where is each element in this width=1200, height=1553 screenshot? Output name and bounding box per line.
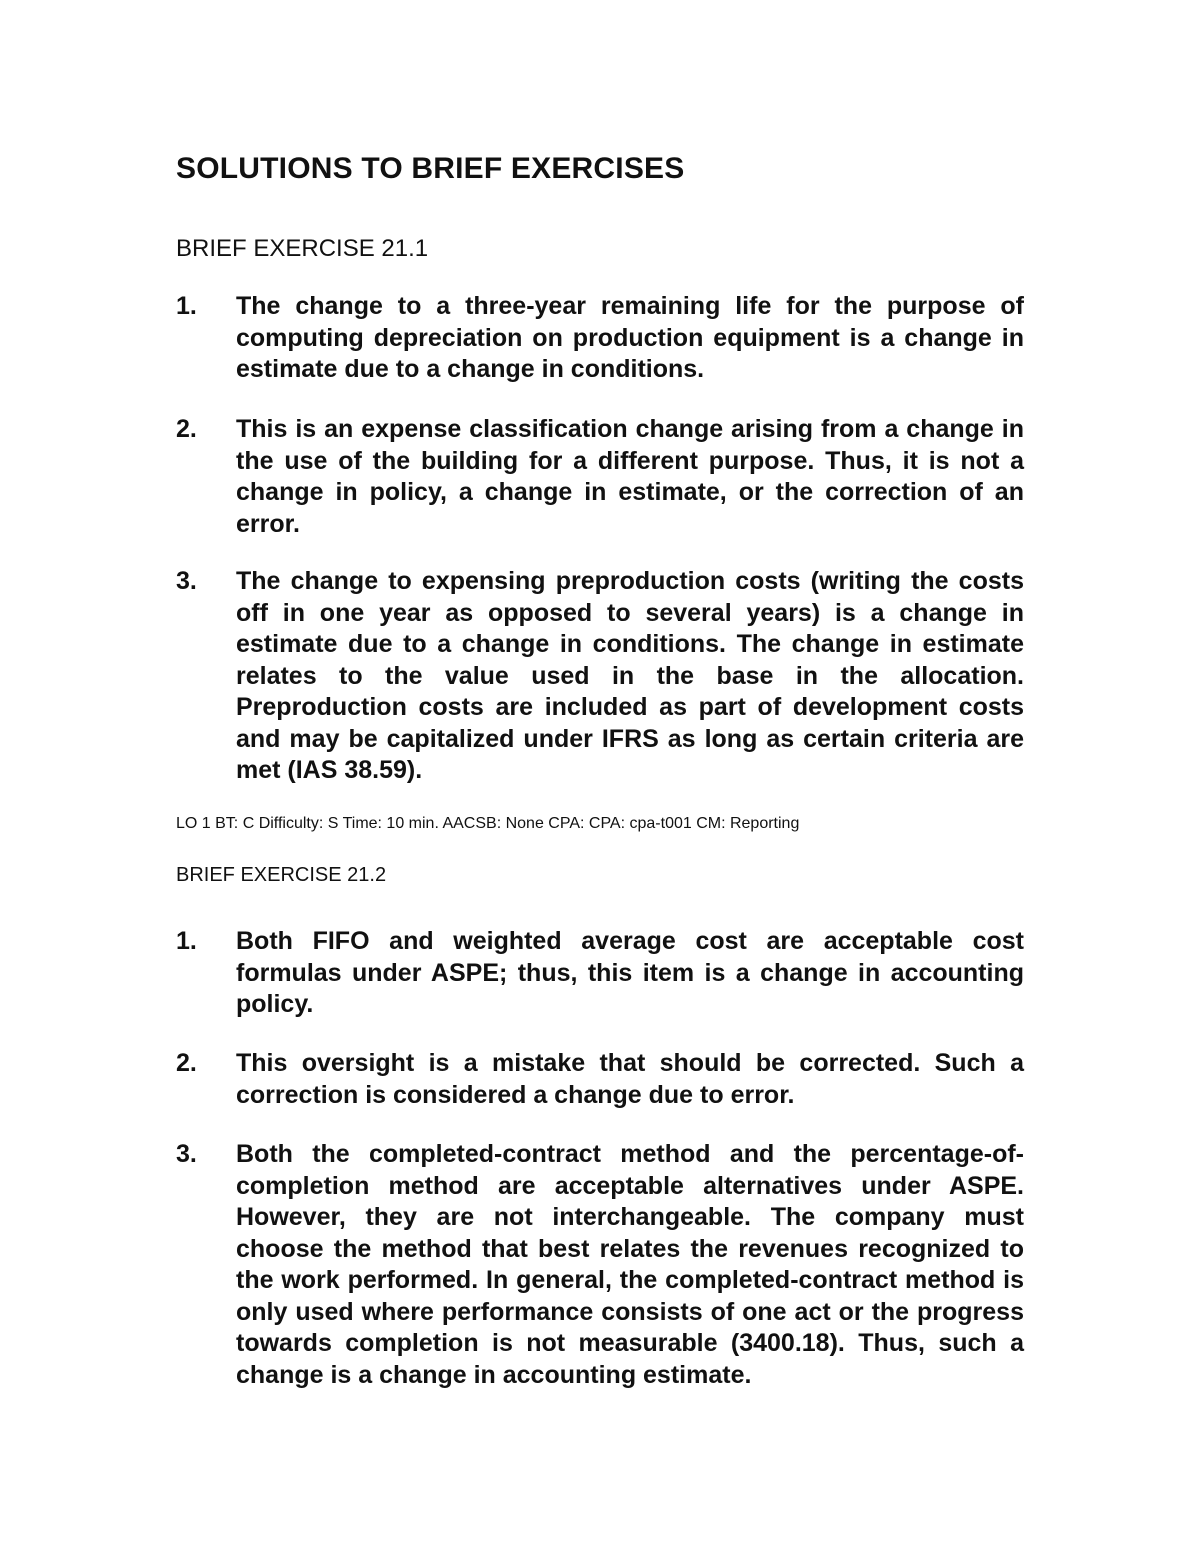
exercise-21-1-heading: BRIEF EXERCISE 21.1 (176, 235, 429, 262)
item-text: The change to expensing preproduction costs (writing the costs off in one year as opposed to several years) is a change in estimate due to a change in conditions. The change in estimate relates to the value used in the base in the allocation. Preproduction costs are included as part of development costs and may be capitalized under IFRS as long as certain criteria are met (IAS 38.59). (236, 567, 1024, 784)
item-number: 1. (176, 927, 197, 955)
item-number: 1. (176, 292, 197, 320)
exercise-21-1-item-1 (176, 291, 1024, 386)
item-number: 3. (176, 567, 197, 595)
item-number: 2. (176, 1049, 197, 1077)
item-text: This is an expense classification change arising from a change in the use of the building for a different purpose. Thus, it is not a change in policy, a change in estimate, or the correction of an error. (236, 415, 1024, 538)
item-text: The change to a three-year remaining life for the purpose of computing depreciation on production equipment is a change in estimate due to a change in conditions. (236, 292, 1024, 383)
exercise-21-2-heading: BRIEF EXERCISE 21.2 (176, 864, 387, 886)
exercise-21-2-item-2 (176, 1048, 1024, 1111)
item-text: This oversight is a mistake that should be corrected. Such a correction is considered a change due to error. (236, 1049, 1024, 1109)
item-text: Both FIFO and weighted average cost are acceptable cost formulas under ASPE; thus, this item is a change in accounting policy. (236, 927, 1024, 1018)
page-title: SOLUTIONS TO BRIEF EXERCISES (176, 152, 685, 185)
exercise-21-2-item-3 (176, 1139, 1024, 1391)
item-text: Both the completed-contract method and the percentage-of-completion method are acceptable alternatives under ASPE. However, they are not interchangeable. The company must choose the method that best relates the revenues recognized to the work performed. In general, the completed-contract method is only used where performance consists of one act or the progress towards completion is not measurable (3400.18). Thus, such a change is a change in accounting estimate. (236, 1140, 1024, 1389)
exercise-21-1-item-2 (176, 414, 1024, 540)
item-number: 2. (176, 415, 197, 443)
learning-objective-meta: LO 1 BT: C Difficulty: S Time: 10 min. AACSB: None CPA: CPA: cpa-t001 CM: Reporting (176, 815, 800, 832)
exercise-21-2-item-1 (176, 926, 1024, 1021)
exercise-21-1-item-3 (176, 566, 1024, 787)
item-number: 3. (176, 1140, 197, 1168)
